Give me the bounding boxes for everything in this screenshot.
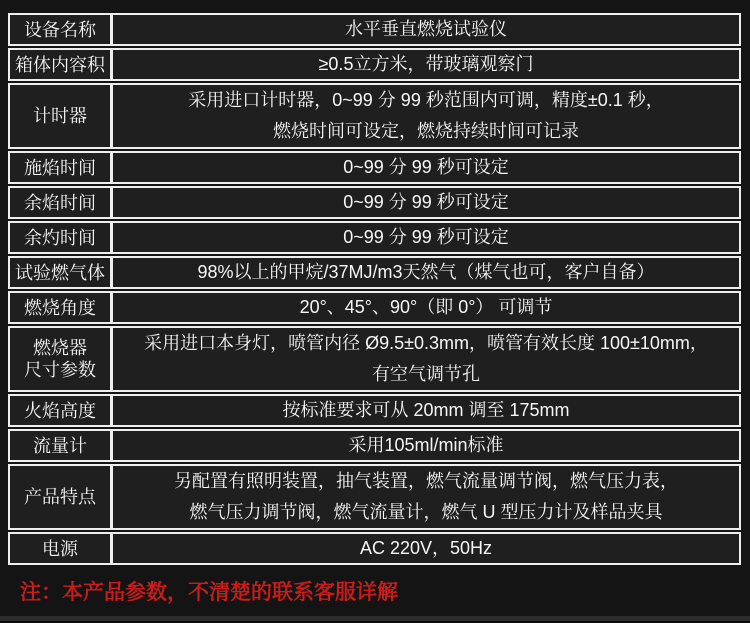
spec-value-line: 20°、45°、90°（即 0°） 可调节 [299,297,553,317]
spec-value-line: 水平垂直燃烧试验仪 [345,19,507,39]
spec-label [10,328,113,390]
spec-label-line: 燃烧器 [33,338,87,358]
note-text: 注：本产品参数，不清楚的联系客服详解 [20,581,398,604]
spec-label-line: 余焰时间 [24,192,96,213]
spec-label [10,431,113,460]
spec-label [10,396,113,425]
spec-value [113,431,739,460]
spec-row [8,186,741,219]
spec-row [8,256,741,289]
spec-value [113,153,739,182]
spec-label [10,466,113,528]
spec-label-line: 产品特点 [24,487,96,507]
spec-value [113,50,739,79]
spec-row [8,291,741,324]
spec-label-line: 尺寸参数 [24,360,96,380]
spec-value [113,534,739,563]
spec-row [8,429,741,462]
spec-value-line: 采用105ml/min标准 [348,435,504,455]
spec-label-line: 计时器 [33,106,87,126]
spec-label [10,153,113,182]
spec-label-line: 试验燃气体 [15,262,105,283]
spec-label [10,188,113,217]
spec-value [113,188,739,217]
spec-value [113,85,739,147]
spec-value [113,293,739,322]
spec-label [10,223,113,252]
spec-label-line: 余灼时间 [24,227,96,248]
spec-label [10,534,113,563]
spec-value [113,328,739,390]
spec-value-line: ≥0.5立方米，带玻璃观察门 [318,54,534,74]
spec-row [8,394,741,427]
spec-value-line: AC 220V，50Hz [359,538,493,558]
spec-label-line: 箱体内容积 [15,54,105,75]
spec-value-line: 98%以上的甲烷/37MJ/m3天然气（煤气也可，客户自备） [197,262,655,282]
spec-value-line: 燃烧时间可设定，燃烧持续时间可记录 [273,121,579,141]
spec-value-line: 0~99 分 99 秒可设定 [343,192,509,212]
spec-value-line: 燃气压力调节阀，燃气流量计，燃气 U 型压力计及样品夹具 [189,502,663,522]
spec-row [8,83,741,149]
spec-row [8,221,741,254]
spec-value [113,466,739,528]
spec-label-line: 电源 [42,538,78,559]
spec-value-line: 采用进口本身灯，喷管内径 Ø9.5±0.3mm，喷管有效长度 100±10mm， [144,333,708,353]
spec-value-line: 按标准要求可从 20mm 调至 175mm [282,400,570,420]
spec-label-line: 火焰高度 [24,400,96,421]
spec-label [10,50,113,79]
spec-row [8,13,741,46]
spec-value-line: 采用进口计时器，0~99 分 99 秒范围内可调，精度±0.1 秒， [188,90,664,110]
spec-label-line: 设备名称 [24,19,96,40]
spec-value [113,258,739,287]
spec-value [113,223,739,252]
spec-row [8,464,741,530]
spec-value-line: 0~99 分 99 秒可设定 [343,157,509,177]
spec-value-line: 0~99 分 99 秒可设定 [343,227,509,247]
spec-label [10,85,113,147]
spec-value-line: 另配置有照明装置，抽气装置，燃气流量调节阀，燃气压力表， [174,471,678,491]
spec-table [8,13,741,567]
spec-value [113,15,739,44]
spec-label-line: 施焰时间 [24,157,96,178]
spec-label-line: 燃烧角度 [24,297,96,318]
spec-label [10,258,113,287]
spec-label [10,15,113,44]
spec-label-line: 流量计 [33,435,87,456]
spec-value-line: 有空气调节孔 [372,364,480,384]
spec-row [8,48,741,81]
spec-row [8,532,741,565]
spec-label [10,293,113,322]
spec-value [113,396,739,425]
bottom-divider [0,616,750,623]
spec-row [8,151,741,184]
spec-row [8,326,741,392]
